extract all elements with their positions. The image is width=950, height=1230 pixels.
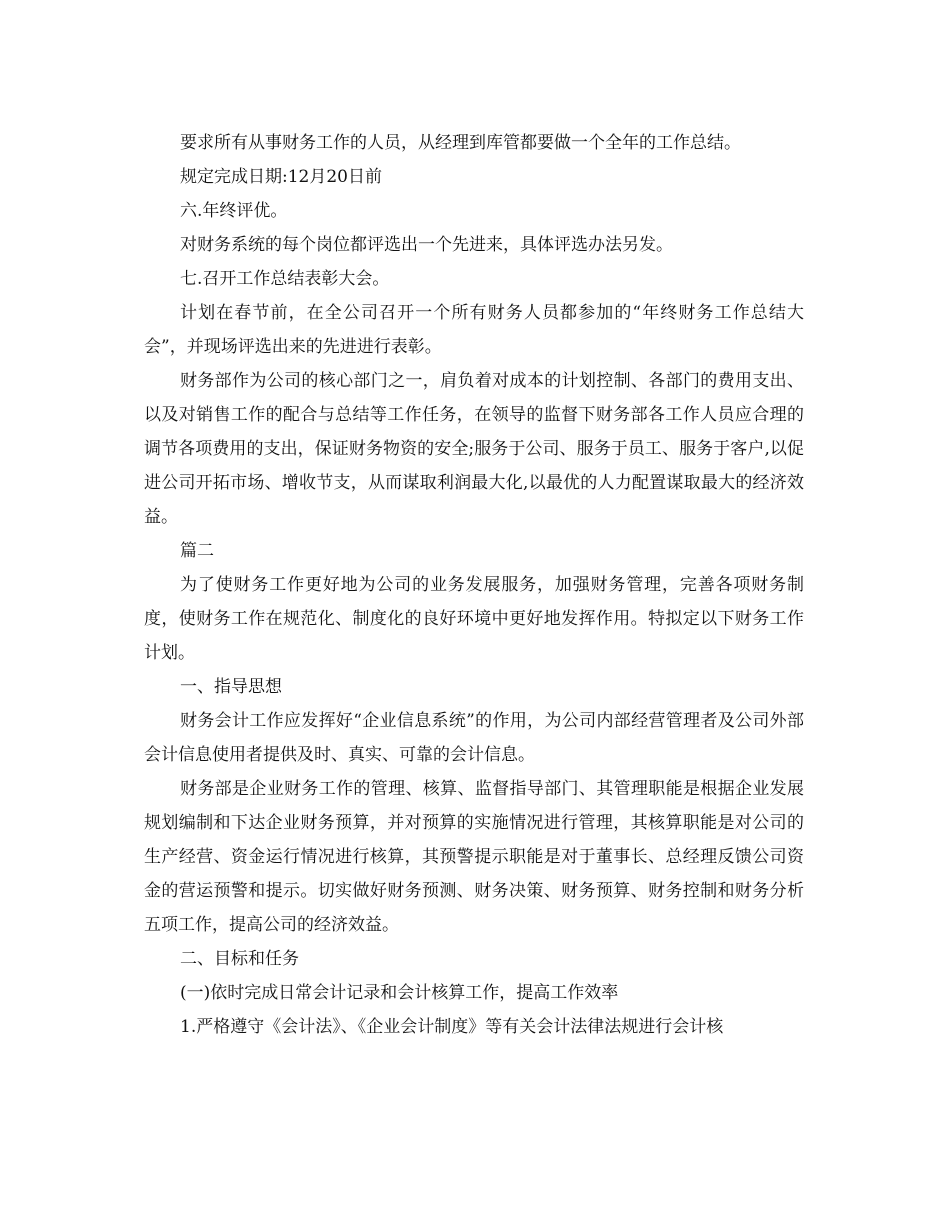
paragraph-accounting-law-compliance: 1.严格遵守《会计法》、《企业会计制度》等有关会计法律法规进行会计核 [180,1017,724,1037]
paragraph-meeting-plan: 计划在春节前，在全公司召开一个所有财务人员都参加的“年终财务工作总结大会”，并现场评选出来的先进进行表彰。 [144,303,804,357]
heading-goals-and-tasks: 二、目标和任务 [180,949,299,969]
paragraph-information-system: 财务会计工作应发挥好“企业信息系统”的作用，为公司内部经营管理者及公司外部会计信息使用者提供及时、真实、可靠的会计信息。 [144,711,804,765]
section-heading-part-two: 篇二 [180,541,214,561]
paragraph-evaluation-method: 对财务系统的每个岗位都评选出一个先进来，具体评选办法另发。 [180,235,673,255]
paragraph-finance-department-role: 财务部作为公司的核心部门之一，肩负着对成本的计划控制、各部门的费用支出、以及对销售工作的配合与总结等工作任务，在领导的监督下财务部各工作人员应合理的调节各项费用的支出，保证财务物资的安全;服务于公司、服务于员工、服务于客户,以促进公司开拓市场、增收节支，从而谋取利润最大化,以最优的人力配置谋取最大的经济效益。 [144,371,804,527]
subheading-daily-accounting: (一)依时完成日常会计记录和会计核算工作，提高工作效率 [180,983,619,1003]
document-body [144,126,804,1044]
paragraph-annual-summary-requirement: 要求所有从事财务工作的人员，从经理到库管都要做一个全年的工作总结。 [180,133,741,153]
heading-commendation-meeting: 七.召开工作总结表彰大会。 [180,269,390,289]
paragraph-department-functions: 财务部是企业财务工作的管理、核算、监督指导部门、其管理职能是根据企业发展规划编制和下达企业财务预算，并对预算的实施情况进行管理，其核算职能是对公司的生产经营、资金运行情况进行核算，其预警提示职能是对于董事长、总经理反馈公司资金的营运预警和提示。切实做好财务预测、财务决策、财务预算、财务控制和财务分析五项工作，提高公司的经济效益。 [144,779,804,935]
paragraph-plan-purpose: 为了使财务工作更好地为公司的业务发展服务，加强财务管理，完善各项财务制度，使财务工作在规范化、制度化的良好环境中更好地发挥作用。特拟定以下财务工作计划。 [144,575,804,663]
heading-year-end-evaluation: 六.年终评优。 [180,201,288,221]
heading-guiding-principle: 一、指导思想 [180,677,282,697]
paragraph-deadline: 规定完成日期:12月20日前 [180,167,382,187]
